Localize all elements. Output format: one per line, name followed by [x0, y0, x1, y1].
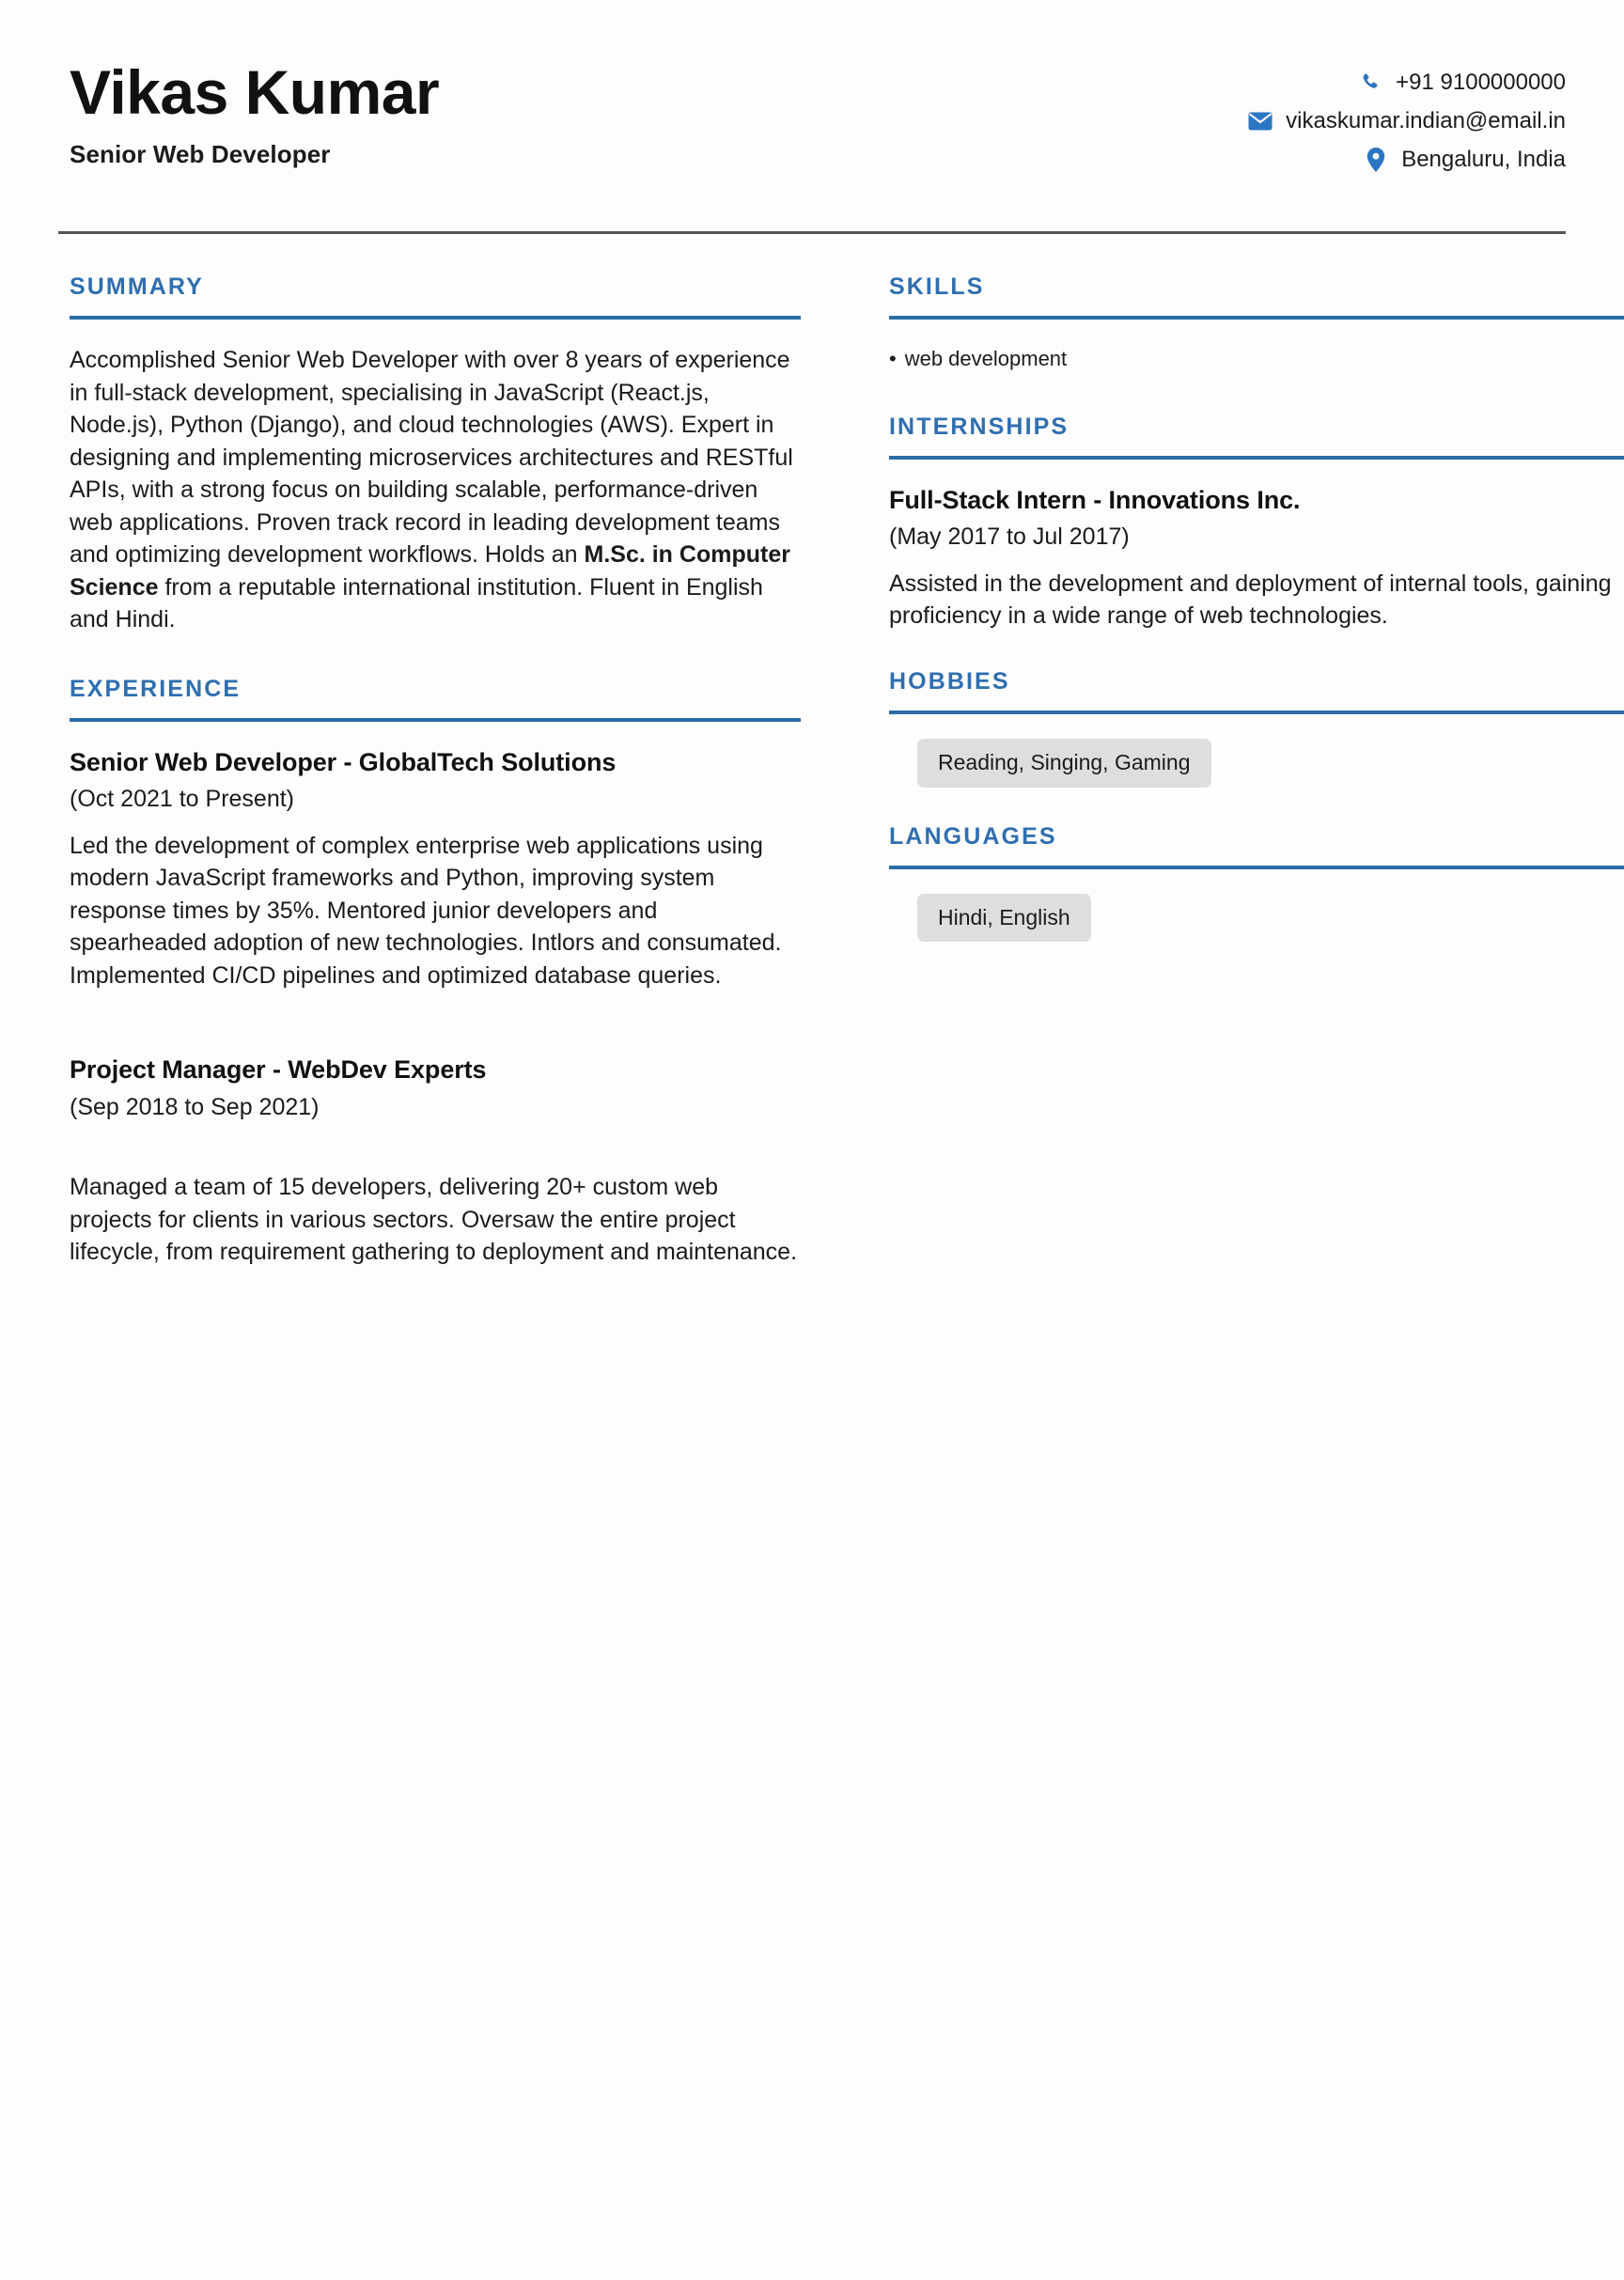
skills-body	[889, 344, 1624, 374]
location-pin-icon	[1364, 148, 1388, 172]
section-title-hobbies: HOBBIES	[889, 667, 1010, 695]
section-rule	[70, 718, 801, 722]
internships-body	[889, 484, 1624, 632]
contact-email-value: vikaskumar.indian@email.in	[1286, 108, 1566, 133]
languages-chip-list	[889, 894, 1624, 943]
skills-list	[889, 344, 1624, 374]
phone-icon	[1358, 70, 1382, 95]
section-rule	[70, 316, 801, 320]
section-title-experience: EXPERIENCE	[70, 675, 242, 702]
section-summary	[70, 273, 801, 636]
section-rule	[889, 316, 1624, 320]
summary-text-before: Accomplished Senior Web Developer with over 8 years of experience in full-stack development, specialising in JavaScript (React.js, Node.js), Python (Django), and cloud technologies (AWS). Expert in designing and implementing microservices architectures and RESTful APIs, with a strong focus on building scalable, performance-driven web applications. Proven track record in leading development teams and optimizing development workflows. Holds an	[70, 347, 793, 568]
experience-entry-title: Project Manager - WebDev Experts	[70, 1055, 487, 1085]
candidate-name: Vikas Kumar	[70, 57, 440, 127]
experience-entry-dates: (Oct 2021 to Present)	[70, 786, 295, 813]
summary-degree-bold: M.Sc. in Computer Science	[70, 541, 790, 601]
section-rule	[889, 456, 1624, 460]
summary-body	[70, 344, 801, 636]
section-title-summary: SUMMARY	[70, 273, 204, 300]
resume-header	[58, 53, 1566, 173]
contact-block	[1248, 60, 1566, 173]
experience-entry-title: Senior Web Developer - GlobalTech Solutions	[70, 747, 617, 776]
envelope-icon	[1248, 109, 1273, 133]
section-rule	[889, 866, 1624, 869]
section-skills	[889, 273, 1624, 374]
experience-entry-description: Managed a team of 15 developers, delivering 20+ custom web projects for clients in various sectors. Oversaw the entire project lifecycle, from requirement gathering to deployment and maintenance.	[70, 1174, 798, 1266]
contact-phone[interactable]	[1358, 70, 1566, 96]
contact-location[interactable]	[1364, 147, 1566, 173]
identity-block	[58, 57, 440, 169]
section-rule	[889, 711, 1624, 714]
languages-body	[889, 894, 1624, 943]
experience-body	[70, 746, 801, 1269]
internship-entry	[889, 484, 1624, 632]
resume-body	[58, 273, 1612, 1269]
hobbies-body	[889, 739, 1624, 788]
hobby-chip: Reading, Singing, Gaming	[917, 739, 1211, 788]
internship-entry-title: Full-Stack Intern - Innovations Inc.	[889, 485, 1301, 514]
contact-email[interactable]	[1248, 108, 1566, 134]
experience-entry	[70, 1054, 801, 1269]
section-internships	[889, 414, 1624, 632]
header-divider	[58, 231, 1566, 234]
section-languages	[889, 823, 1624, 943]
bullet-icon: •	[889, 347, 897, 370]
language-chip: Hindi, English	[917, 894, 1091, 943]
section-title-skills: SKILLS	[889, 273, 985, 300]
candidate-role: Senior Web Developer	[70, 139, 331, 168]
contact-location-value: Bengaluru, India	[1401, 147, 1566, 172]
section-title-internships: INTERNSHIPS	[889, 413, 1070, 440]
experience-entry-dates: (Sep 2018 to Sep 2021)	[70, 1093, 320, 1120]
internship-entry-description: Assisted in the development and deployment of internal tools, gaining proficiency in a wide range of web technologies.	[889, 570, 1612, 630]
skill-label: web development	[904, 347, 1068, 370]
summary-paragraph	[70, 344, 801, 636]
right-column	[885, 273, 1624, 942]
internship-entry-dates: (May 2017 to Jul 2017)	[889, 523, 1130, 551]
experience-entry	[70, 746, 801, 992]
summary-text-after: from a reputable international institution. Fluent in English and Hindi.	[70, 573, 763, 632]
section-hobbies	[889, 668, 1624, 788]
experience-entry-description: Led the development of complex enterprise web applications using modern JavaScript frameworks and Python, improving system response times by 35%. Mentored junior developers and spearheaded adoption of new technologies. Intlors and consumated. Implemented CI/CD pipelines and optimized database queries.	[70, 832, 782, 989]
contact-phone-value: +91 9100000000	[1396, 70, 1566, 95]
section-experience	[70, 676, 801, 1269]
left-column	[58, 273, 801, 1269]
list-item	[889, 344, 1624, 374]
hobbies-chip-list	[889, 739, 1624, 788]
section-title-languages: LANGUAGES	[889, 822, 1057, 850]
